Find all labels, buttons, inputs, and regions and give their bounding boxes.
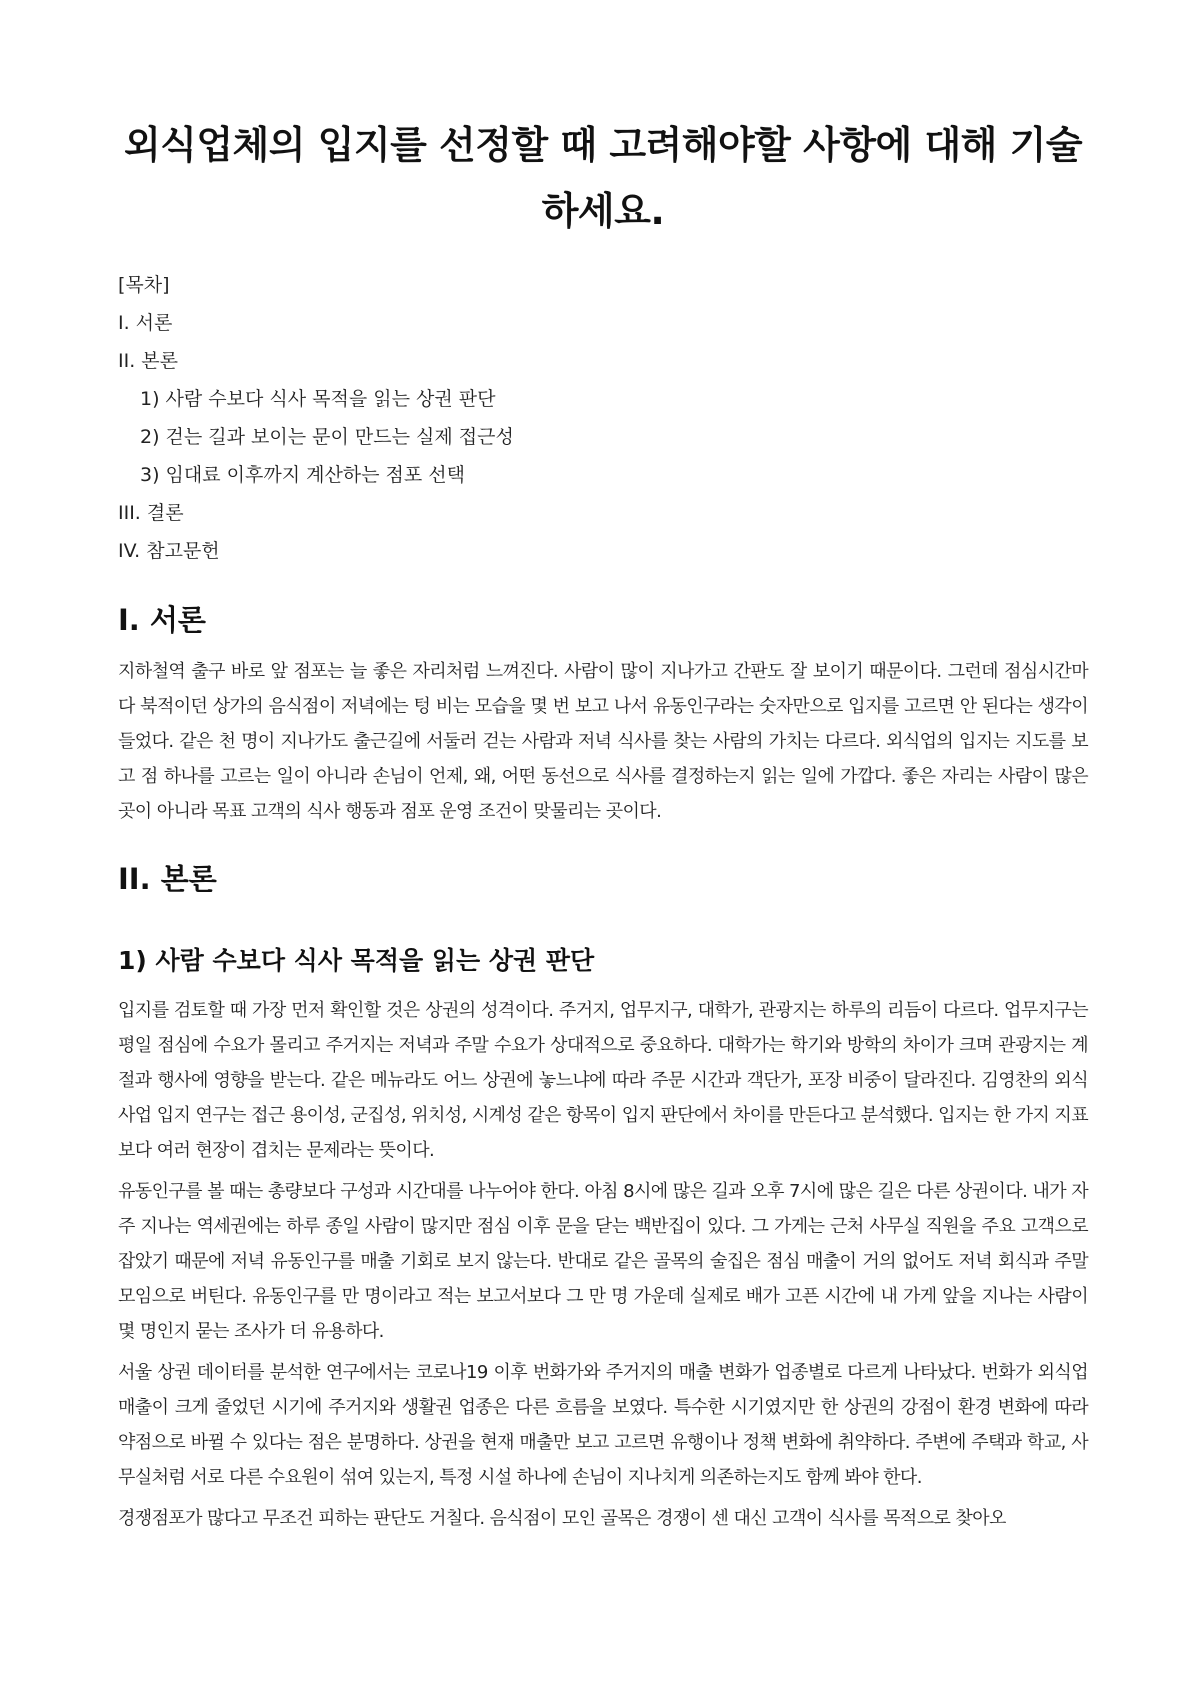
body-paragraph-1: 입지를 검토할 때 가장 먼저 확인할 것은 상권의 성격이다. 주거지, 업무지구, 대학가, 관광지는 하루의 리듬이 다르다. 업무지구는 평일 점심에 수요가 몰리고 주거지는 저녁과 주말 수요가 상대적으로 중요하다. 대학가는 학기와 방학의 차이가 크며 관광지는 계절과 행사에 영향을 받는다. 같은 메뉴라도 어느 상권에 놓느냐에 따라 주문 시간과 객단가, 포장 비중이 달라진다. 김영찬의 외식사업 입지 연구는 접근 용이성, 군집성, 위치성, 시계성 같은 항목이 입지 판단에서 차이를 만든다고 분석했다. 입지는 한 가지 지표보다 여러 현장이 겹치는 문제라는 뜻이다. bbox=[118, 1000, 1088, 1161]
toc-item-body: II. 본론 bbox=[118, 350, 178, 372]
toc-item-intro: I. 서론 bbox=[118, 312, 173, 334]
toc-heading: [목차] bbox=[118, 274, 170, 296]
body-paragraph-4: 경쟁점포가 많다고 무조건 피하는 판단도 거칠다. 음식점이 모인 골목은 경쟁이 센 대신 고객이 식사를 목적으로 찾아오 bbox=[118, 1508, 1006, 1529]
table-of-contents bbox=[118, 266, 1088, 570]
section-heading-intro: I. 서론 bbox=[118, 603, 206, 637]
toc-item-body-3: 3) 임대료 이후까지 계산하는 점포 선택 bbox=[140, 464, 466, 486]
toc-item-body-1: 1) 사람 수보다 식사 목적을 읽는 상권 판단 bbox=[140, 388, 496, 410]
body-paragraph-3: 서울 상권 데이터를 분석한 연구에서는 코로나19 이후 번화가와 주거지의 매출 변화가 업종별로 다르게 나타났다. 번화가 외식업 매출이 크게 줄었던 시기에 주거지와 생활권 업종은 다른 흐름을 보였다. 특수한 시기였지만 한 상권의 강점이 환경 변화에 따라 약점으로 바뀔 수 있다는 점은 분명하다. 상권을 현재 매출만 보고 고르면 유행이나 정책 변화에 취약하다. 주변에 주택과 학교, 사무실처럼 서로 다른 수요원이 섞여 있는지, 특정 시설 하나에 손님이 지나치게 의존하는지도 함께 봐야 한다. bbox=[118, 1362, 1088, 1488]
intro-paragraph: 지하철역 출구 바로 앞 점포는 늘 좋은 자리처럼 느껴진다. 사람이 많이 지나가고 간판도 잘 보이기 때문이다. 그런데 점심시간마다 북적이던 상가의 음식점이 저녁에는 텅 비는 모습을 몇 번 보고 나서 유동인구라는 숫자만으로 입지를 고르면 안 된다는 생각이 들었다. 같은 천 명이 지나가도 출근길에 서둘러 걷는 사람과 저녁 식사를 찾는 사람의 가치는 다르다. 외식업의 입지는 지도를 보고 점 하나를 고르는 일이 아니라 손님이 언제, 왜, 어떤 동선으로 식사를 결정하는지 읽는 일에 가깝다. 좋은 자리는 사람이 많은 곳이 아니라 목표 고객의 식사 행동과 점포 운영 조건이 맞물리는 곳이다. bbox=[118, 661, 1088, 822]
body-paragraph-2: 유동인구를 볼 때는 총량보다 구성과 시간대를 나누어야 한다. 아침 8시에 많은 길과 오후 7시에 많은 길은 다른 상권이다. 내가 자주 지나는 역세권에는 하루 종일 사람이 많지만 점심 이후 문을 닫는 백반집이 있다. 그 가게는 근처 사무실 직원을 주요 고객으로 잡았기 때문에 저녁 유동인구를 매출 기회로 보지 않는다. 반대로 같은 골목의 술집은 점심 매출이 거의 없어도 저녁 회식과 주말 모임으로 버틴다. 유동인구를 만 명이라고 적는 보고서보다 그 만 명 가운데 실제로 배가 고픈 시간에 내 가게 앞을 지나는 사람이 몇 명인지 묻는 조사가 더 유용하다. bbox=[118, 1181, 1088, 1342]
document-title: 외식업체의 입지를 선정할 때 고려해야할 사항에 대해 기술하세요. bbox=[123, 123, 1083, 233]
toc-item-references: IV. 참고문헌 bbox=[118, 540, 220, 562]
section-heading-body: II. 본론 bbox=[118, 862, 217, 896]
toc-item-conclusion: III. 결론 bbox=[118, 502, 184, 524]
toc-item-body-2: 2) 걷는 길과 보이는 문이 만드는 실제 접근성 bbox=[140, 426, 514, 448]
subsection-heading-1: 1) 사람 수보다 식사 목적을 읽는 상권 판단 bbox=[118, 946, 595, 975]
